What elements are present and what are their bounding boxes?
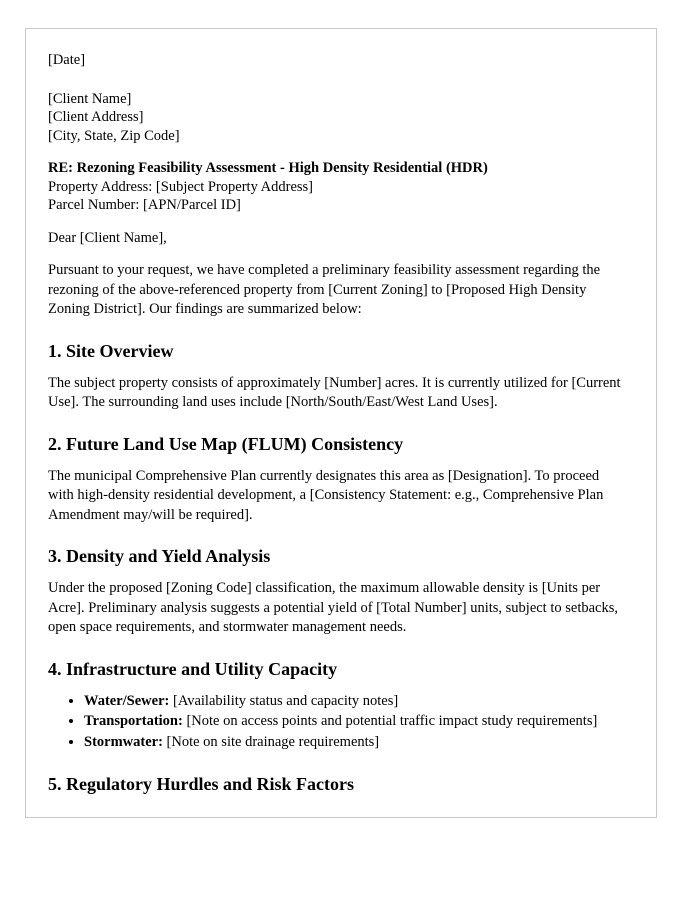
document-body	[26, 29, 656, 795]
bullet-text-water-sewer: [Availability status and capacity notes]	[169, 692, 399, 709]
section-heading-2: 2. Future Land Use Map (FLUM) Consistency	[48, 433, 404, 454]
bullet-text-transportation: [Note on access points and potential traffic impact study requirements]	[182, 713, 598, 729]
spacer	[48, 70, 626, 90]
infrastructure-bullet-list	[48, 692, 626, 753]
spacer	[48, 145, 626, 159]
bullet-label-stormwater: Stormwater:	[84, 733, 163, 750]
property-address-line: Property Address: [Subject Property Address]	[48, 178, 313, 195]
salutation: Dear [Client Name],	[48, 229, 167, 246]
spacer	[48, 215, 626, 229]
recipient-address: [Client Address]	[48, 109, 144, 125]
spacer	[48, 362, 626, 374]
spacer	[48, 567, 626, 579]
spacer	[48, 525, 626, 545]
spacer	[48, 455, 626, 467]
recipient-city-state-zip: [City, State, Zip Code]	[48, 127, 180, 144]
date-placeholder: [Date]	[48, 52, 86, 68]
section-heading-5: 5. Regulatory Hurdles and Risk Factors	[48, 774, 354, 794]
bullet-label-transportation: Transportation:	[84, 713, 183, 729]
section-heading-3: 3. Density and Yield Analysis	[48, 546, 271, 566]
parcel-number-line: Parcel Number: [APN/Parcel ID]	[48, 197, 241, 213]
intro-paragraph: Pursuant to your request, we have completed a preliminary feasibility assessment regarding the rezoning of the above-referenced property from [Current Zoning] to [Proposed High Density Zoning District]. Our findings are summarized below:	[48, 262, 601, 317]
spacer	[48, 680, 626, 692]
bullet-label-water-sewer: Water/Sewer:	[84, 692, 170, 709]
section-heading-1: 1. Site Overview	[48, 340, 174, 361]
bullet-text-stormwater: [Note on site drainage requirements]	[162, 733, 380, 750]
section-heading-4: 4. Infrastructure and Utility Capacity	[48, 658, 338, 679]
list-item	[84, 733, 626, 753]
spacer	[48, 638, 626, 658]
section-body-1: The subject property consists of approximately [Number] acres. It is currently utilized for [Current Use]. The surrounding land uses include [North/South/East/West Land Uses].	[48, 374, 621, 410]
section-body-2: The municipal Comprehensive Plan currently designates this area as [Designation]. To proceed with high-density residential development, a [Consistency Statement: e.g., Comprehensive Plan Amendment may/will be required].	[48, 467, 604, 523]
recipient-name: [Client Name]	[48, 90, 132, 107]
spacer	[48, 413, 626, 433]
document-frame	[25, 28, 657, 818]
subject-line: RE: Rezoning Feasibility Assessment - High Density Residential (HDR)	[48, 160, 488, 176]
list-item	[84, 692, 626, 712]
section-body-3: Under the proposed [Zoning Code] classification, the maximum allowable density is [Units per Acre]. Preliminary analysis suggests a potential yield of [Total Number] units, subject to setbacks, open space requirements, and stormwater management needs.	[48, 580, 618, 635]
spacer	[48, 753, 626, 773]
spacer	[48, 247, 626, 261]
spacer	[48, 320, 626, 340]
list-item	[84, 712, 626, 732]
